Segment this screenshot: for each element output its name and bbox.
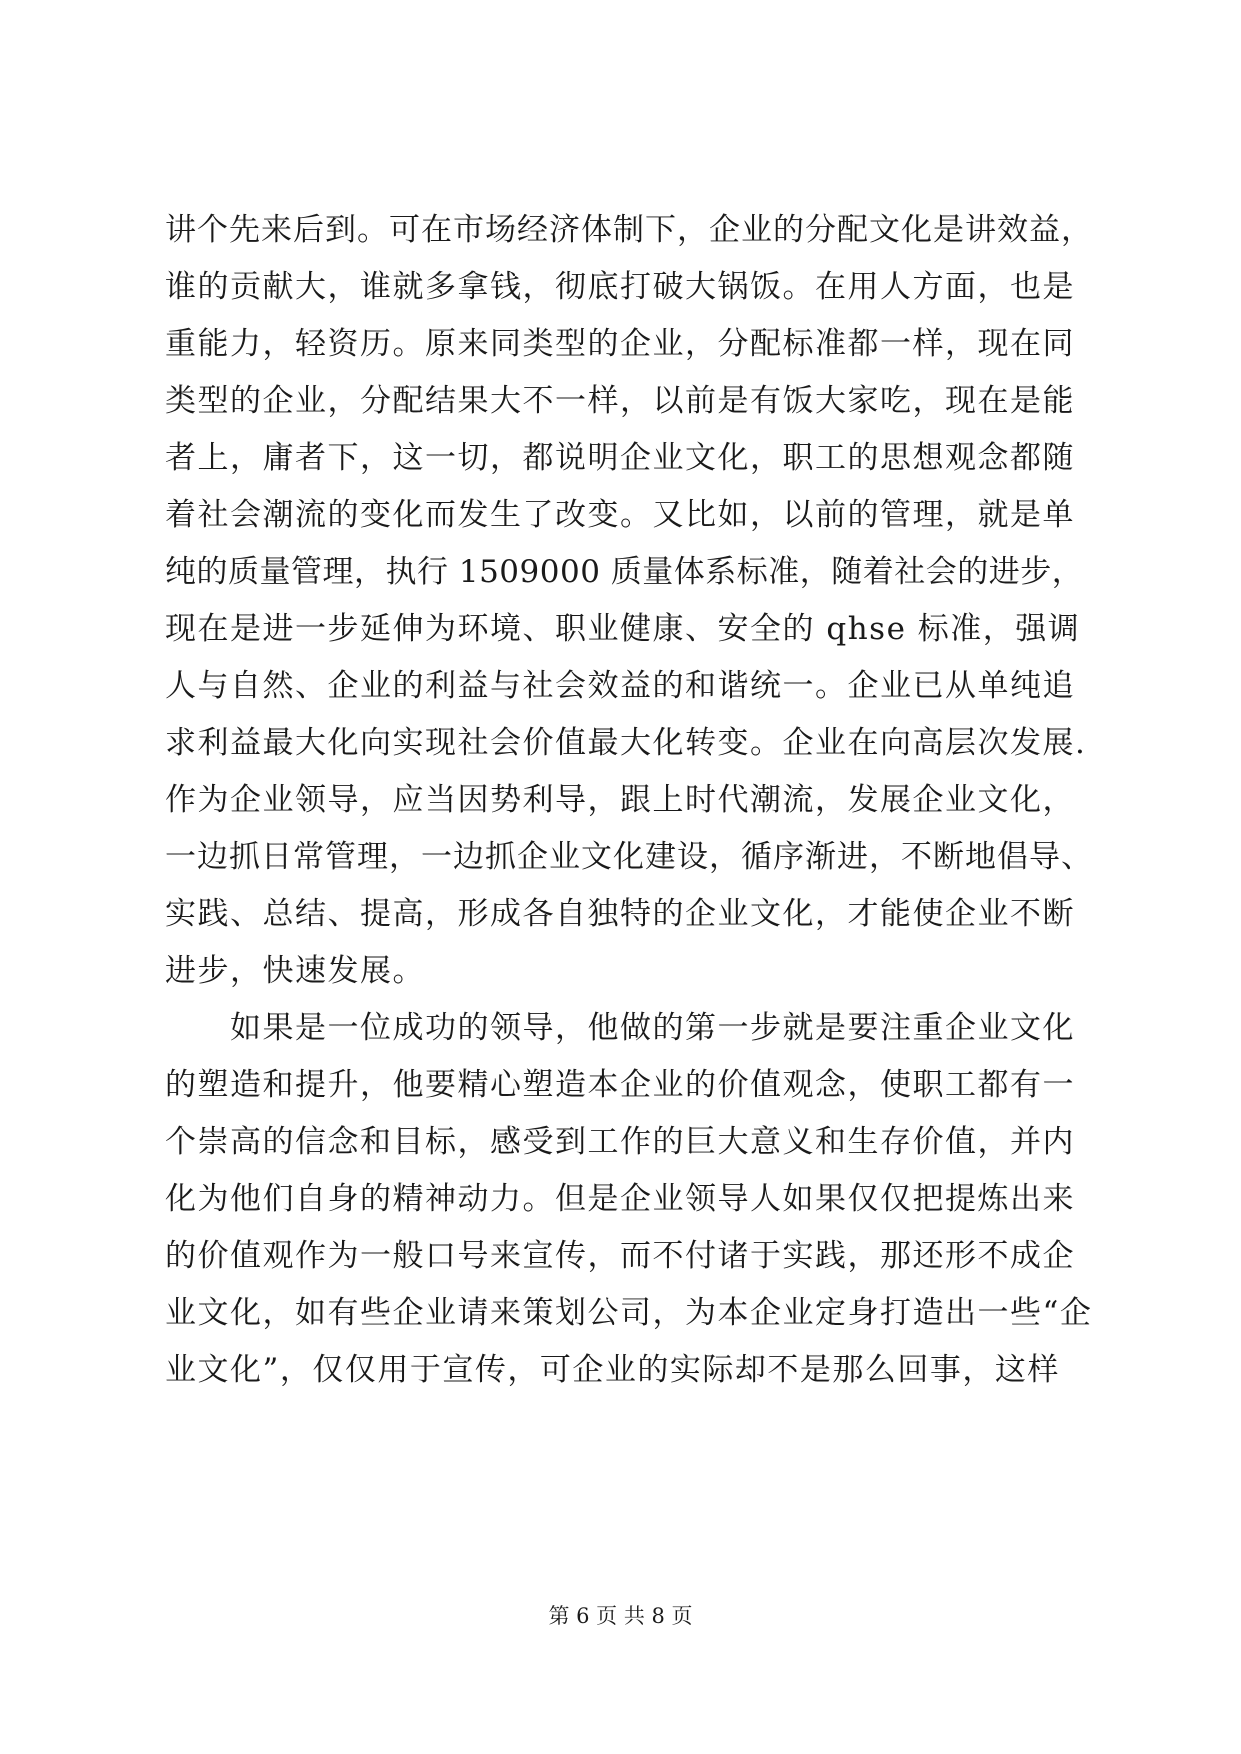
paragraph-line: 实践、总结、提高，形成各自独特的企业文化，才能使企业不断 <box>165 896 1075 932</box>
paragraph-line: 进步，快速发展。 <box>165 953 425 989</box>
paragraph-line: 一边抓日常管理，一边抓企业文化建设，循序渐进，不断地倡导、 <box>165 839 1093 875</box>
paragraph-line: 的价值观作为一般口号来宣传，而不付诸于实践，那还形不成企 <box>165 1238 1075 1274</box>
page-number-footer: 第 6 页 共 8 页 <box>548 1604 693 1628</box>
paragraph-line: 类型的企业，分配结果大不一样，以前是有饭大家吃，现在是能 <box>165 383 1075 419</box>
paragraph-line: 作为企业领导，应当因势利导，跟上时代潮流，发展企业文化， <box>165 782 1075 818</box>
paragraph-line: 现在是进一步延伸为环境、职业健康、安全的 qhse 标准，强调 <box>165 611 1081 647</box>
paragraph-line: 着社会潮流的变化而发生了改变。又比如，以前的管理，就是单 <box>165 497 1075 533</box>
paragraph-line: 谁的贡献大，谁就多拿钱，彻底打破大锅饭。在用人方面，也是 <box>165 269 1075 305</box>
paragraph-line: 个崇高的信念和目标，感受到工作的巨大意义和生存价值，并内 <box>165 1124 1075 1160</box>
paragraph-line: 业文化，如有些企业请来策划公司，为本企业定身打造出一些“企 <box>165 1295 1093 1331</box>
paragraph-line: 如果是一位成功的领导，他做的第一步就是要注重企业文化 <box>165 1010 1075 1046</box>
paragraph-line: 化为他们自身的精神动力。但是企业领导人如果仅仅把提炼出来 <box>165 1181 1075 1217</box>
paragraph-line: 者上，庸者下，这一切，都说明企业文化，职工的思想观念都随 <box>165 440 1075 476</box>
paragraph-line: 重能力，轻资历。原来同类型的企业，分配标准都一样，现在同 <box>165 326 1075 362</box>
paragraph-line: 纯的质量管理，执行 1509000 质量体系标准，随着社会的进步， <box>165 554 1084 590</box>
paragraph-line: 人与自然、企业的利益与社会效益的和谐统一。企业已从单纯追 <box>165 668 1075 704</box>
paragraph-line: 业文化”，仅仅用于宣传，可企业的实际却不是那么回事，这样 <box>165 1352 1060 1388</box>
paragraph-line: 的塑造和提升，他要精心塑造本企业的价值观念，使职工都有一 <box>165 1067 1075 1103</box>
paragraph-line: 讲个先来后到。可在市场经济体制下，企业的分配文化是讲效益， <box>165 212 1093 248</box>
paragraph-line: 求利益最大化向实现社会价值最大化转变。企业在向高层次发展. <box>165 725 1087 761</box>
